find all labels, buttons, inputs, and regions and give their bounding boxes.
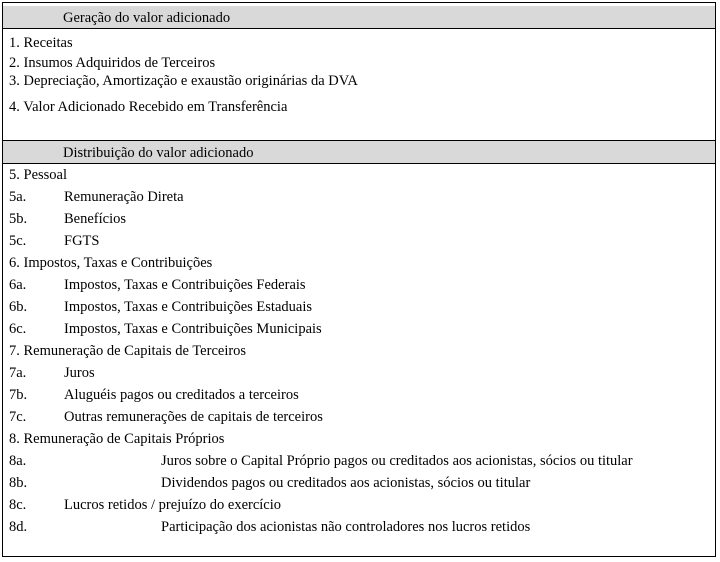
section-header-geracao [3,6,715,29]
code-5a: 5a. [9,189,27,205]
code-8d: 8d. [9,519,28,535]
item-7b: Aluguéis pagos ou creditados a terceiros [64,387,299,403]
group-pessoal: 5. Pessoal [9,167,67,183]
code-5b: 5b. [9,211,28,227]
code-8c: 8c. [9,497,27,513]
code-7b: 7b. [9,387,28,403]
item-6a: Impostos, Taxas e Contribuições Federais [64,277,306,293]
item-8d: Participação dos acionistas não controladores nos lucros retidos [161,519,531,535]
item-5b: Benefícios [64,211,127,227]
item-6b: Impostos, Taxas e Contribuições Estaduais [64,299,313,315]
item-receitas: 1. Receitas [9,35,73,51]
code-5c: 5c. [9,233,27,249]
item-insumos: 2. Insumos Adquiridos de Terceiros [9,55,216,71]
item-7a: Juros [64,365,95,381]
group-impostos: 6. Impostos, Taxas e Contribuições [9,255,213,271]
item-6c: Impostos, Taxas e Contribuições Municipais [64,321,322,337]
item-7c: Outras remunerações de capitais de terceiros [64,409,323,425]
code-8b: 8b. [9,475,28,491]
dva-table [2,2,716,557]
item-8c: Lucros retidos / prejuízo do exercício [64,497,282,513]
item-8a: Juros sobre o Capital Próprio pagos ou creditados aos acionistas, sócios ou titular [161,453,633,469]
code-6c: 6c. [9,321,27,337]
section-title-distribuicao: Distribuição do valor adicionado [63,145,254,161]
group-capitais-proprios: 8. Remuneração de Capitais Próprios [9,431,225,447]
section-header-distribuicao [3,140,715,164]
code-6a: 6a. [9,277,27,293]
group-capitais-terceiros: 7. Remuneração de Capitais de Terceiros [9,343,247,359]
code-8a: 8a. [9,453,27,469]
item-5a: Remuneração Direta [64,189,184,205]
item-valor-recebido: 4. Valor Adicionado Recebido em Transferência [9,99,288,115]
item-5c: FGTS [64,233,100,249]
code-7a: 7a. [9,365,27,381]
code-6b: 6b. [9,299,28,315]
section-title-geracao: Geração do valor adicionado [63,10,231,26]
code-7c: 7c. [9,409,27,425]
item-8b: Dividendos pagos ou creditados aos acionistas, sócios ou titular [161,475,531,491]
item-depreciacao: 3. Depreciação, Amortização e exaustão originárias da DVA [9,73,358,89]
